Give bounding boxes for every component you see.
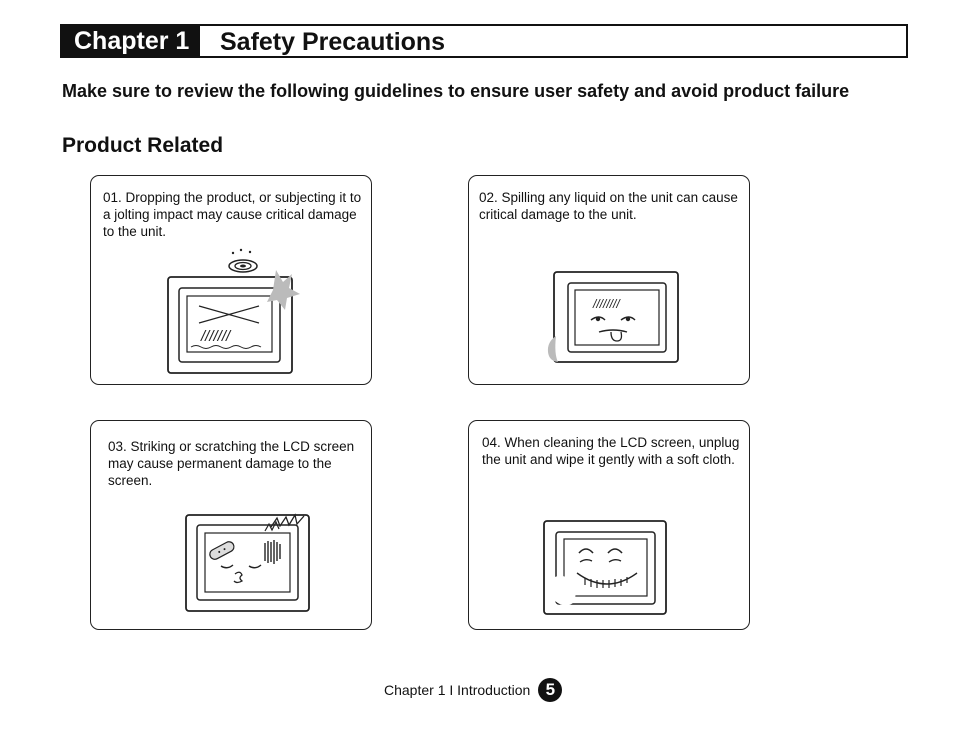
- footer-text: Chapter 1 I Introduction: [384, 682, 531, 698]
- liquid-spill-tv-icon: [541, 268, 691, 378]
- precaution-text-2: 02. Spilling any liquid on the unit can cause critical damage to the unit.: [479, 190, 738, 222]
- svg-text:////////: ////////: [593, 297, 620, 311]
- precaution-text-1: 01. Dropping the product, or subjecting it to a jolting impact may cause critical damage to the unit.: [103, 190, 362, 239]
- happy-clean-tv-icon: [535, 517, 675, 622]
- chapter-label: Chapter 1: [62, 26, 200, 56]
- precaution-card-1: [90, 175, 372, 385]
- chapter-title: Safety Precautions: [220, 28, 446, 56]
- precaution-card-3: [90, 420, 372, 630]
- precaution-card-2: [468, 175, 750, 385]
- precaution-card-4: [468, 420, 750, 630]
- page-number-badge: 5: [538, 678, 562, 702]
- page-footer: [384, 678, 562, 702]
- dropped-tv-icon: [161, 244, 311, 374]
- precaution-text-4: 04. When cleaning the LCD screen, unplug the unit and wipe it gently with a soft cloth.: [482, 435, 740, 467]
- scratched-screen-tv-icon: [179, 509, 319, 619]
- chapter-header: [60, 24, 908, 58]
- section-title: Product Related: [62, 134, 224, 157]
- svg-text:///////: ///////: [201, 328, 231, 345]
- precaution-text-3: 03. Striking or scratching the LCD screen may cause permanent damage to the screen.: [108, 439, 355, 488]
- intro-text: Make sure to review the following guidelines to ensure user safety and avoid product failure: [62, 81, 850, 101]
